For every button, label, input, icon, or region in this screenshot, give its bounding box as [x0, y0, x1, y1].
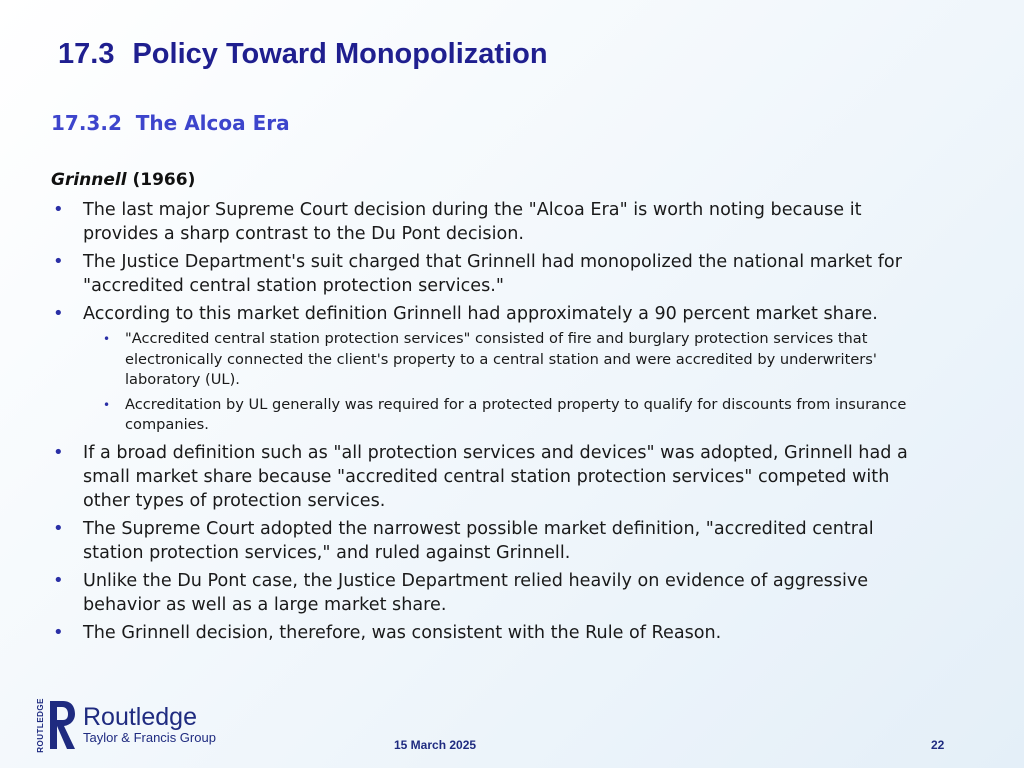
- bullet-item: • The last major Supreme Court decision during the "Alcoa Era" is worth noting because it provides a sharp contrast to the Du Pont decision.: [51, 198, 931, 246]
- bullet-item: [51, 302, 931, 436]
- logo-group: Taylor & Francis Group: [83, 730, 216, 745]
- bullet-item: • The Grinnell decision, therefore, was consistent with the Rule of Reason.: [51, 621, 931, 645]
- bullet-item: • The Supreme Court adopted the narrowest possible market definition, "accredited central station protection services," and ruled against Grinnell.: [51, 517, 931, 565]
- footer-date: 15 March 2025: [394, 738, 477, 752]
- routledge-logo: [36, 698, 216, 752]
- sub-bullet-item: • "Accredited central station protection services" consisted of fire and burglary protection services that electronically connected the client's property to a central station and were accredited by underwriters' laboratory (UL).: [83, 329, 931, 391]
- logo-wordmark: [83, 704, 216, 746]
- sub-bullet-item: • Accreditation by UL generally was required for a protected property to qualify for discounts from insurance companies.: [83, 395, 931, 436]
- logo-vertical-text: ROUTLEDGE: [36, 697, 45, 753]
- section-number: 17.3: [58, 38, 115, 70]
- case-heading: [51, 170, 195, 190]
- bullet-text: According to this market definition Grinnell had approximately a 90 percent market share.: [83, 304, 878, 324]
- slide-title: [58, 38, 548, 71]
- bullet-item: • If a broad definition such as "all protection services and devices" was adopted, Grinnell had a small market share because "accredited central station protection services" competed with other types of protection services.: [51, 441, 931, 513]
- subsection-heading: 17.3.2 The Alcoa Era: [51, 111, 290, 135]
- case-name: Grinnell: [51, 170, 127, 190]
- logo-brand: Routledge: [83, 703, 197, 731]
- case-year: (1966): [132, 170, 196, 190]
- bullet-item: • Unlike the Du Pont case, the Justice Department relied heavily on evidence of aggressive behavior as well as a large market share.: [51, 569, 931, 617]
- sub-bullet-list: [83, 329, 931, 436]
- bullet-list: [51, 198, 931, 649]
- routledge-r-icon: [47, 698, 77, 752]
- page-number: 22: [931, 738, 945, 752]
- bullet-item: • The Justice Department's suit charged that Grinnell had monopolized the national market for "accredited central station protection services.": [51, 250, 931, 298]
- section-title: Policy Toward Monopolization: [132, 38, 548, 70]
